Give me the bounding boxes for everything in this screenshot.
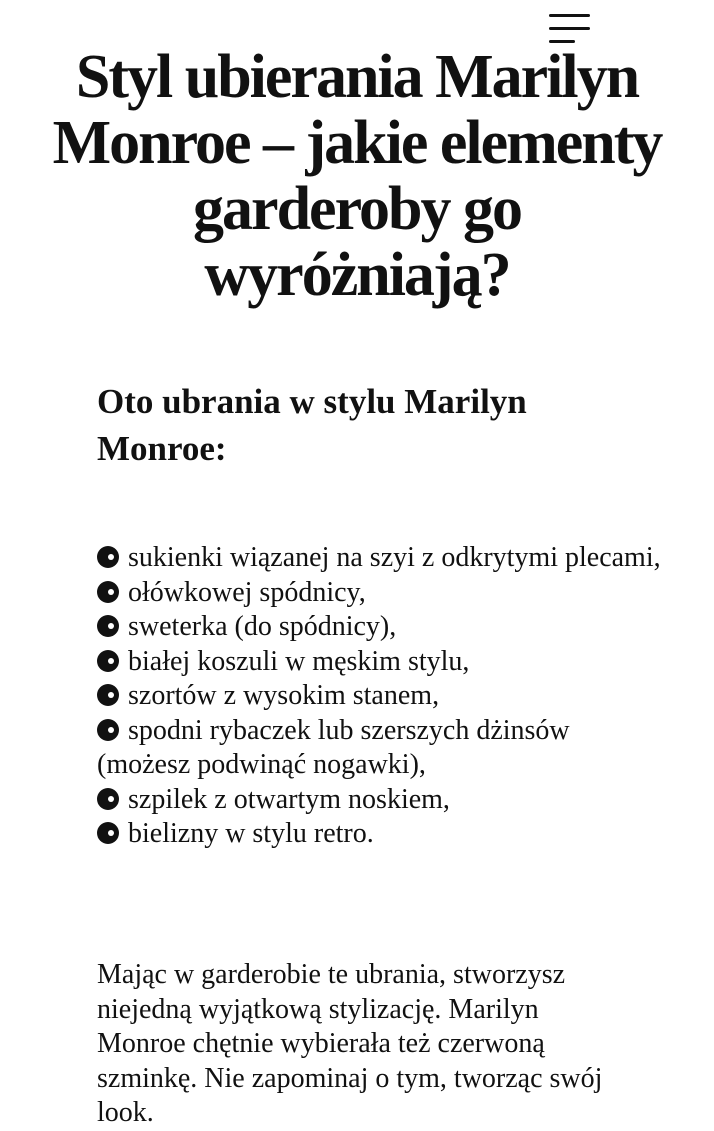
article-title: Styl ubierania Marilyn Monroe – jakie elementy garderoby go wyróżniają?: [52, 43, 662, 309]
bullet-icon: [97, 546, 119, 568]
section-heading: Oto ubrania w stylu Marilyn Monroe:: [97, 382, 527, 468]
bullet-icon: [97, 822, 119, 844]
list-item-text: szpilek z otwartym noskiem,: [128, 783, 450, 815]
list-item: [97, 576, 667, 611]
list-item-text: ołówkowej spódnicy,: [128, 576, 366, 608]
list-item-text: bielizny w stylu retro.: [128, 818, 374, 849]
list-item-text: sweterka (do spódnicy),: [128, 611, 397, 642]
list-item-text: szortów z wysokim stanem,: [128, 680, 440, 711]
list-item: [97, 610, 667, 645]
list-item: [97, 679, 667, 714]
menu-button[interactable]: [546, 12, 592, 46]
bullet-icon: [97, 650, 119, 672]
bullet-icon: [97, 788, 119, 810]
bullet-icon: [97, 615, 119, 637]
list-item-text: spodni rybaczek lub szerszych dżinsów (możesz podwinąć nogawki),: [97, 714, 570, 780]
body-paragraph: Mając w garderobie te ubrania, stworzysz niejedną wyjątkową stylizację. Marilyn Monroe chętnie wybierała też czerwoną szminkę. Nie zapominaj o tym, tworząc swój look.: [97, 959, 603, 1128]
bullet-icon: [97, 684, 119, 706]
list-item: [97, 817, 667, 852]
list-item-text: sukienki wiązanej na szyi z odkrytymi plecami,: [128, 542, 661, 573]
list-item: [97, 783, 667, 818]
list-item-text: białej koszuli w męskim stylu,: [128, 645, 470, 677]
bullet-icon: [97, 719, 119, 741]
list-item: [97, 714, 667, 783]
list-item: [97, 541, 667, 576]
list-item: [97, 645, 667, 680]
clothing-list: [97, 541, 667, 852]
bullet-icon: [97, 581, 119, 603]
